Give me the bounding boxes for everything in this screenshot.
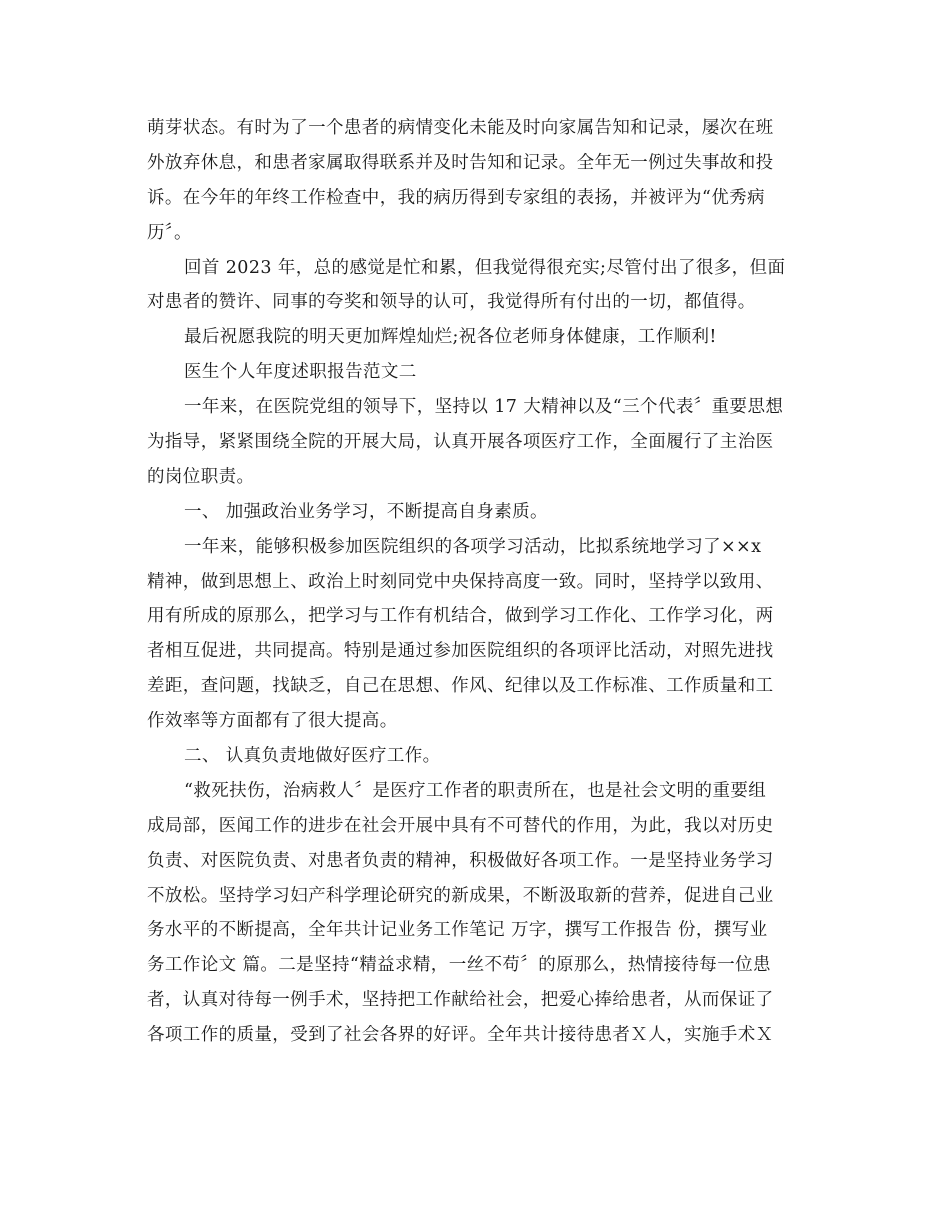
text-line: 回首 2023 年，总的感觉是忙和累，但我觉得很充实;尽管付出了很多，但面 [184,257,786,278]
text-line: 的岗位职责。 [147,466,255,487]
text-line: 最后祝愿我院的明天更加辉煌灿烂;祝各位老师身体健康，工作顺利! [184,327,717,348]
text-line: 负责、对医院负责、对患者负责的精神，积极做好各项工作。一是坚持业务学习 [147,850,774,871]
text-line: 历〞。 [147,222,192,243]
text-line: 一年来，在医院党组的领导下，坚持以 17 大精神以及“三个代表〞重要思想 [184,397,784,418]
text-line: 萌芽状态。有时为了一个患者的病情变化未能及时向家属告知和记录，屡次在班 [147,118,774,138]
text-line: 者相互促进，共同提高。特别是通过参加医院组织的各项评比活动，对照先进找 [147,641,774,662]
document-body [147,111,807,1053]
text-line: 医生个人年度述职报告范文二 [184,362,417,383]
text-line: 对患者的赞许、同事的夸奖和领导的认可，我觉得所有付出的一切，都值得。 [147,292,756,313]
text-line: 用有所成的原那么，把学习与工作有机结合，做到学习工作化、工作学习化，两 [147,606,774,627]
text-line: 为指导，紧紧围绕全院的开展大局，认真开展各项医疗工作，全面履行了主治医 [147,432,774,453]
text-line: 各项工作的质量，受到了社会各界的好评。全年共计接待患者Ｘ人，实施手术Ｘ [147,1025,774,1046]
text-line: 一年来，能够积极参加医院组织的各项学习活动，比拟系统地学习了××x [184,536,762,557]
text-line: 不放松。坚持学习妇产科学理论研究的新成果，不断汲取新的营养，促进自己业 [147,885,774,906]
text-line: 成局部，医闻工作的进步在社会开展中具有不可替代的作用，为此，我以对历史 [147,815,774,836]
text-line: “救死扶伤，治病救人〞是医疗工作者的职责所在，也是社会文明的重要组 [184,780,767,801]
text-line: 者，认真对待每一例手术，坚持把工作献给社会，把爱心捧给患者，从而保证了 [147,990,774,1011]
text-line: 务水平的不断提高，全年共计记业务工作笔记 万字，撰写工作报告 份，撰写业 [147,920,768,941]
text-line: 诉。在今年的年终工作检查中，我的病历得到专家组的表扬，并被评为“优秀病 [147,187,765,208]
text-line: 一、 加强政治业务学习，不断提高自身素质。 [184,501,548,522]
text-line: 务工作论文 篇。二是坚持“精益求精，一丝不苟〞的原那么，热情接待每一位患 [147,955,771,976]
text-line: 外放弃休息，和患者家属取得联系并及时告知和记录。全年无一例过失事故和投 [147,152,774,173]
text-line: 二、 认真负责地做好医疗工作。 [184,746,441,767]
text-line: 精神，做到思想上、政治上时刻同党中央保持高度一致。同时，坚持学以致用、 [147,571,774,592]
text-line: 作效率等方面都有了很大提高。 [147,711,398,732]
text-line: 差距，查问题，找缺乏，自己在思想、作风、纪律以及工作标准、工作质量和工 [147,676,774,697]
